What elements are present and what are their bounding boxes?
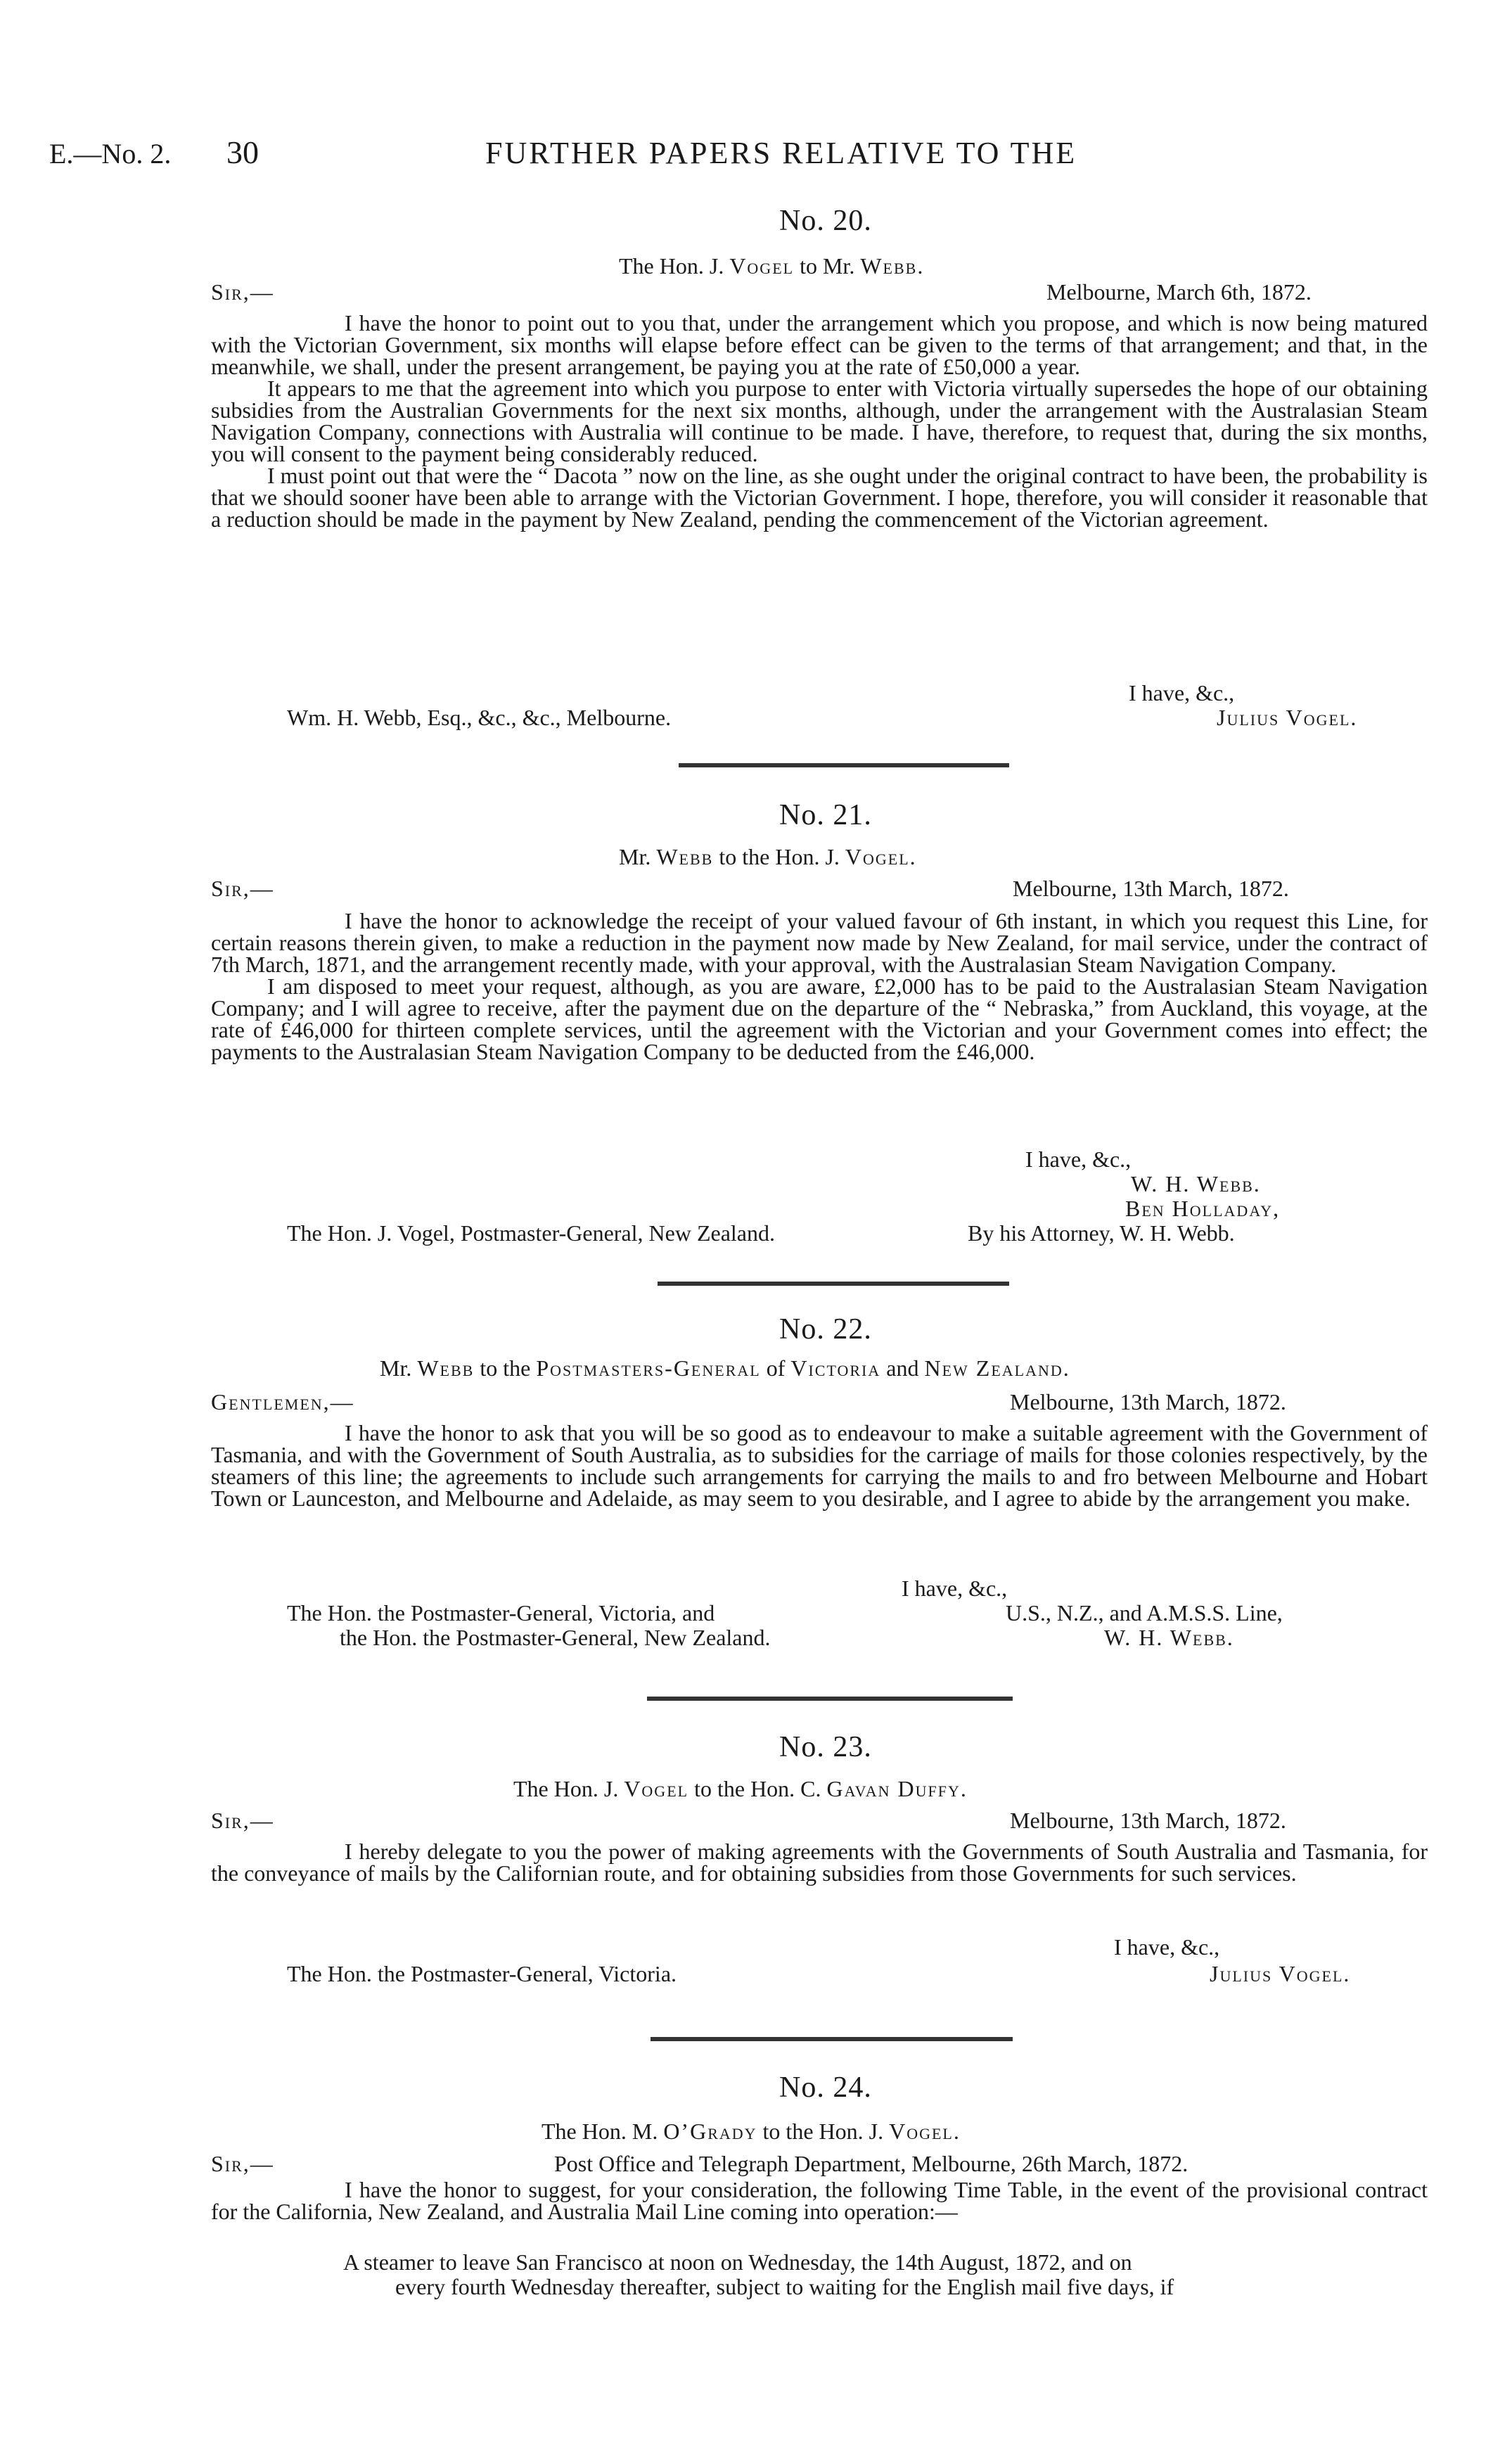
letter-21-attorney: By his Attorney, W. H. Webb.	[968, 1220, 1235, 1246]
letter-23-date: Melbourne, 13th March, 1872.	[1010, 1808, 1286, 1833]
letter-22-addressee-2: the Hon. the Postmaster-General, New Zealand.	[340, 1625, 771, 1650]
letter-21-signature-1: W. H. Webb.	[1131, 1171, 1261, 1196]
letter-22-number: No. 22.	[779, 1313, 872, 1346]
section-divider	[679, 763, 1009, 767]
letter-21-signature-2: Ben Holladay,	[1125, 1196, 1281, 1221]
letter-20-addressee: Wm. H. Webb, Esq., &c., &c., Melbourne.	[287, 705, 672, 730]
document-reference: E.—No. 2.	[49, 138, 172, 170]
letter-22-body	[211, 1422, 1428, 1509]
letter-22-date: Melbourne, 13th March, 1872.	[1010, 1389, 1286, 1414]
letter-21-salutation: Sir,—	[211, 876, 274, 901]
section-divider	[658, 1282, 1009, 1286]
letter-20-body	[211, 312, 1428, 530]
letter-23-addressee: The Hon. the Postmaster-General, Victoria.	[287, 1961, 677, 1986]
letter-20-date: Melbourne, March 6th, 1872.	[1046, 279, 1312, 305]
letter-23-salutation: Sir,—	[211, 1808, 274, 1833]
letter-20-paragraph: It appears to me that the agreement into which you purpose to enter with Victoria virtually supersedes the hope of our obtaining subsidies from the Australian Governments for the next six months, although, under the arrangement with the Australasian Steam Navigation Company, connections with Australia will continue to be made. I have, therefore, to request that, during the six months, you will consent to the payment being considerably reduced.	[211, 376, 1428, 466]
letter-21-number: No. 21.	[779, 799, 872, 831]
letter-23-heading: The Hon. J. Vogel to the Hon. C. Gavan Duffy.	[513, 1776, 966, 1801]
letter-22-addressee-1: The Hon. the Postmaster-General, Victoria, and	[287, 1600, 715, 1626]
letter-21-paragraph: I am disposed to meet your request, although, as you are aware, £2,000 has to be paid to the Australasian Steam Navigation Company; and I will agree to receive, after the payment due on the departure of the “ Nebraska,” from Auckland, this voyage, at the rate of £46,000 for thirteen complete services, until the agreement with the Victorian and your Government comes into effect; the payments to the Australasian Steam Navigation Company to be deducted from the £46,000.	[211, 973, 1428, 1064]
letter-22-closing: I have, &c.,	[902, 1576, 1008, 1601]
letter-24-paragraph: I have the honor to suggest, for your consideration, the following Time Table, in the event of the provisional contract for the California, New Zealand, and Australia Mail Line coming into operation:—	[211, 2177, 1428, 2224]
letter-24-date: Post Office and Telegraph Department, Melbourne, 26th March, 1872.	[554, 2151, 1189, 2176]
letter-24-body	[211, 2179, 1428, 2223]
letter-20-salutation: Sir,—	[211, 279, 274, 305]
letter-21-closing: I have, &c.,	[1025, 1147, 1132, 1172]
letter-24-salutation: Sir,—	[211, 2151, 274, 2176]
letter-22-signature-1: U.S., N.Z., and A.M.S.S. Line,	[1006, 1600, 1283, 1626]
letter-21-paragraph: I have the honor to acknowledge the receipt of your valued favour of 6th instant, in which you request this Line, for certain reasons therein given, to make a reduction in the payment now made by New Zealand, for mail service, under the contract of 7th March, 1871, and the arrangement recently made, with your approval, with the Australasian Steam Navigation Company.	[211, 908, 1428, 977]
letter-23-number: No. 23.	[779, 1731, 872, 1763]
section-divider	[647, 1697, 1013, 1701]
letter-23-closing: I have, &c.,	[1114, 1934, 1220, 1960]
letter-21-body	[211, 910, 1428, 1063]
letter-20-closing: I have, &c.,	[1129, 680, 1235, 705]
letter-20-number: No. 20.	[779, 205, 872, 237]
running-title: FURTHER PAPERS RELATIVE TO THE	[485, 136, 1077, 170]
letter-21-heading: Mr. Webb to the Hon. J. Vogel.	[619, 844, 916, 869]
letter-20-signature: Julius Vogel.	[1217, 705, 1358, 730]
letter-21-date: Melbourne, 13th March, 1872.	[1013, 876, 1289, 901]
letter-24-heading: The Hon. M. O’Grady to the Hon. J. Vogel.	[542, 2119, 959, 2144]
page-number: 30	[226, 134, 259, 170]
letter-21-addressee: The Hon. J. Vogel, Postmaster-General, New Zealand.	[287, 1220, 775, 1246]
letter-20-paragraph: I must point out that were the “ Dacota ” now on the line, as she ought under the original contract to have been, the probability is that we should sooner have been able to arrange with the Victorian Government. I hope, therefore, you will consider it reasonable that a reduction should be made in the payment by New Zealand, pending the commencement of the Victorian agreement.	[211, 463, 1428, 532]
letter-24-number: No. 24.	[779, 2071, 872, 2104]
letter-23-signature: Julius Vogel.	[1210, 1961, 1351, 1986]
letter-23-body	[211, 1841, 1428, 1884]
letter-24-item-line-2: every fourth Wednesday thereafter, subject to waiting for the English mail five days, if	[395, 2274, 1174, 2299]
letter-22-salutation: Gentlemen,—	[211, 1389, 354, 1414]
letter-24-item-line-1: A steamer to leave San Francisco at noon on Wednesday, the 14th August, 1872, and on	[343, 2249, 1132, 2275]
letter-20-paragraph: I have the honor to point out to you that, under the arrangement which you propose, and which is now being matured with the Victorian Government, six months will elapse before effect can be given to the terms of that arrangement; and that, in the meanwhile, we shall, under the present arrangement, be paying you at the rate of £50,000 a year.	[211, 310, 1428, 379]
section-divider	[651, 2037, 1013, 2041]
letter-20-heading: The Hon. J. Vogel to Mr. Webb.	[619, 253, 923, 279]
letter-22-paragraph: I have the honor to ask that you will be so good as to endeavour to make a suitable agreement with the Government of Tasmania, and with the Government of South Australia, as to subsidies for the carriage of mails for those colonies respectively, by the steamers of this line; the agreements to include such arrangements for carrying the mails to and fro between Melbourne and Hobart Town or Launceston, and Melbourne and Adelaide, as may seem to you desirable, and I agree to abide by the arrangement you make.	[211, 1420, 1428, 1511]
letter-22-signature-2: W. H. Webb.	[1104, 1625, 1234, 1650]
letter-22-heading: Mr. Webb to the Postmasters-General of Victoria and New Zealand.	[380, 1355, 1069, 1381]
letter-23-paragraph: I hereby delegate to you the power of making agreements with the Governments of South Australia and Tasmania, for the conveyance of mails by the Californian route, and for obtaining subsidies from those Governments for such services.	[211, 1839, 1428, 1886]
